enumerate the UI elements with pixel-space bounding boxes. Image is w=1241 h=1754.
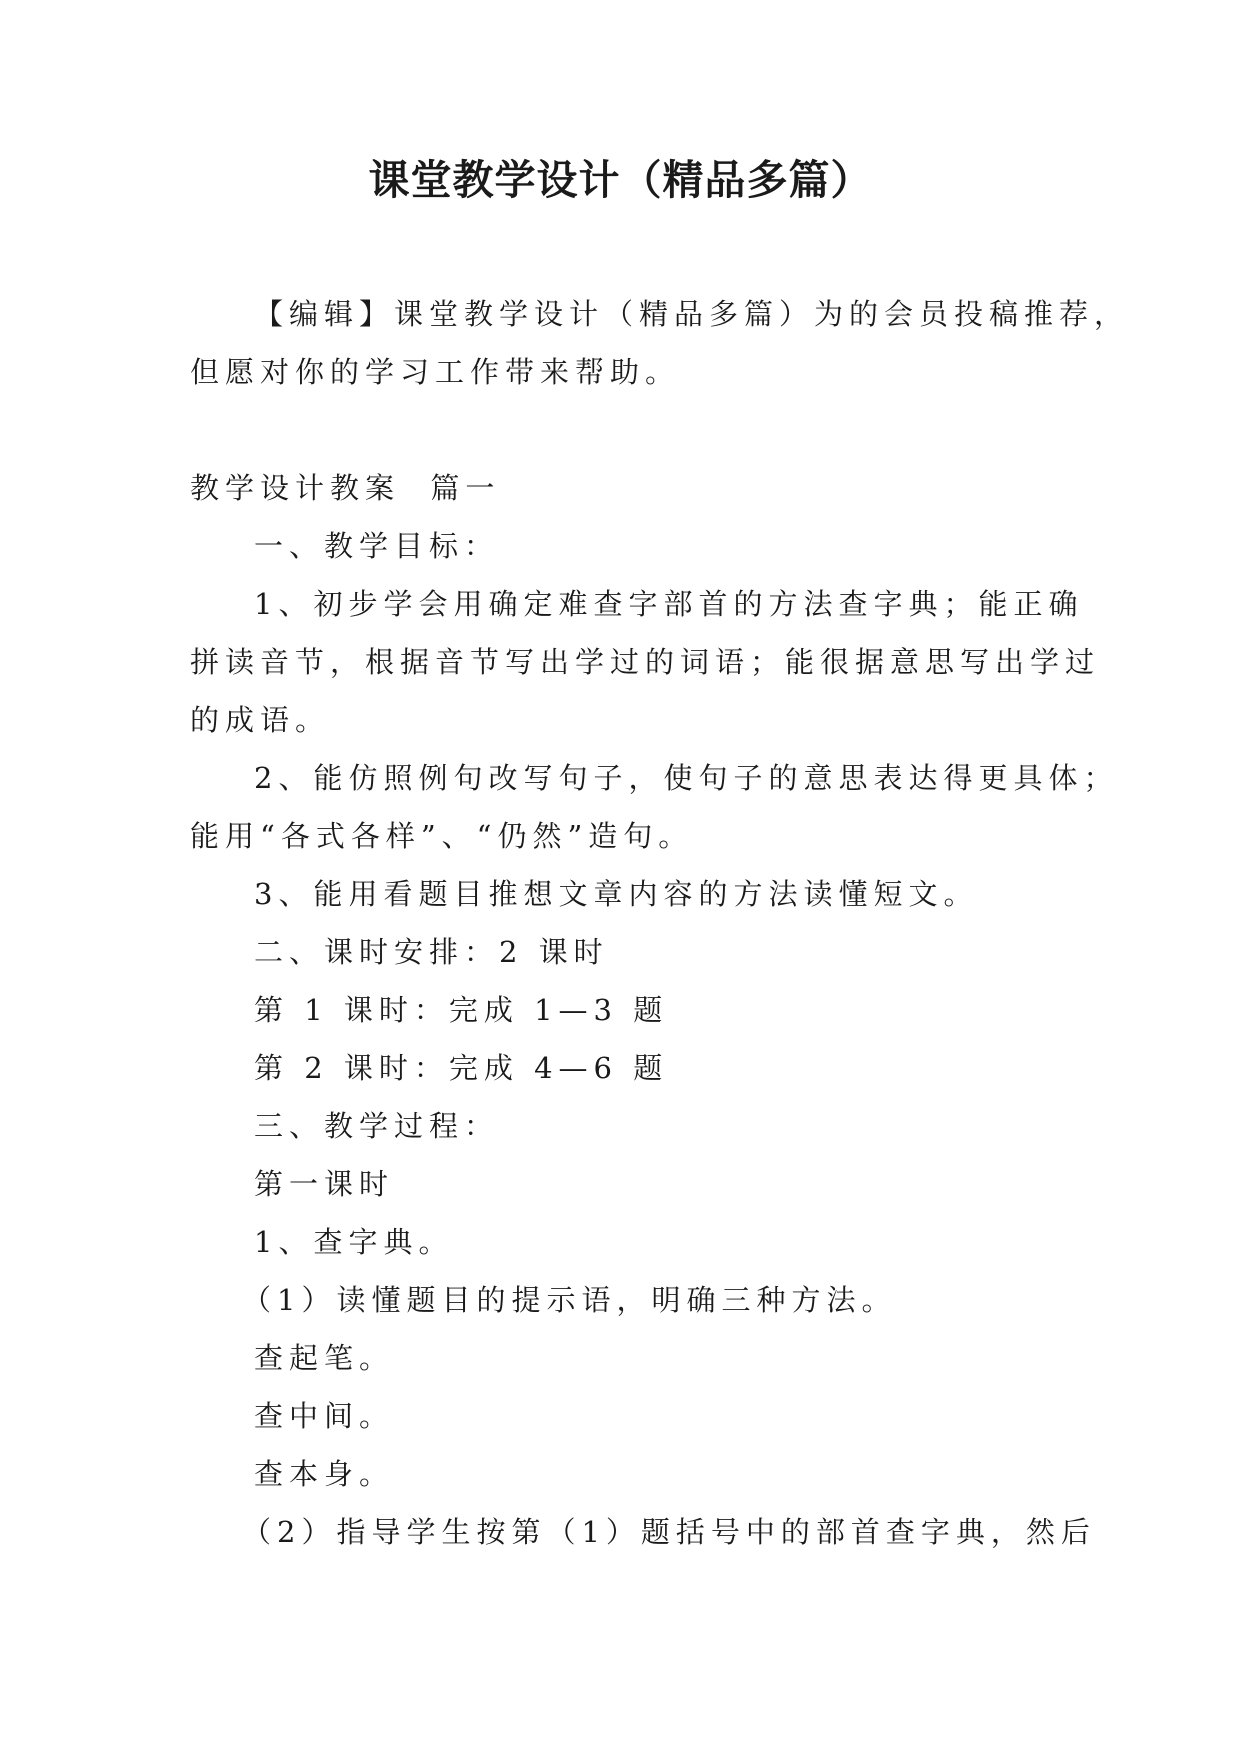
objective-1-line-3: 的成语。 <box>190 703 331 737</box>
schedule-heading: 二、课时安排：2 课时 <box>254 935 609 969</box>
intro-line-1: 【编辑】课堂教学设计（精品多篇）为的会员投稿推荐， <box>254 297 1130 331</box>
lesson-2-line: 第 2 课时：完成 4—6 题 <box>254 1051 669 1085</box>
step-1-sub-1: （1）读懂题目的提示语，明确三种方法。 <box>242 1283 897 1317</box>
objective-1-line-2: 拼读音节，根据音节写出学过的词语；能很据意思写出学过 <box>190 645 1101 679</box>
lesson-1-line: 第 1 课时：完成 1—3 题 <box>254 993 669 1027</box>
section-heading: 教学设计教案 篇一 <box>190 471 501 505</box>
step-1: 1、查字典。 <box>254 1225 454 1259</box>
method-2: 查中间。 <box>254 1399 395 1433</box>
objective-2-line-1: 2、能仿照例句改写句子，使句子的意思表达得更具体； <box>254 761 1119 795</box>
method-1: 查起笔。 <box>254 1341 395 1375</box>
objectives-heading: 一、教学目标： <box>254 529 500 563</box>
objective-3: 3、能用看题目推想文章内容的方法读懂短文。 <box>254 877 979 911</box>
objective-2-line-2: 能用“各式各样”、“仍然”造句。 <box>190 819 694 853</box>
document-body <box>190 285 1130 1561</box>
step-1-sub-2: （2）指导学生按第（1）题括号中的部首查字典，然后 <box>242 1515 1096 1549</box>
document-title: 课堂教学设计（精品多篇） <box>368 156 873 204</box>
objective-1-line-1: 1、初步学会用确定难查字部首的方法查字典；能正确 <box>254 587 1084 621</box>
intro-line-2: 但愿对你的学习工作带来帮助。 <box>190 355 681 389</box>
process-heading: 三、教学过程： <box>254 1109 500 1143</box>
method-3: 查本身。 <box>254 1457 395 1491</box>
first-lesson-heading: 第一课时 <box>254 1167 395 1201</box>
